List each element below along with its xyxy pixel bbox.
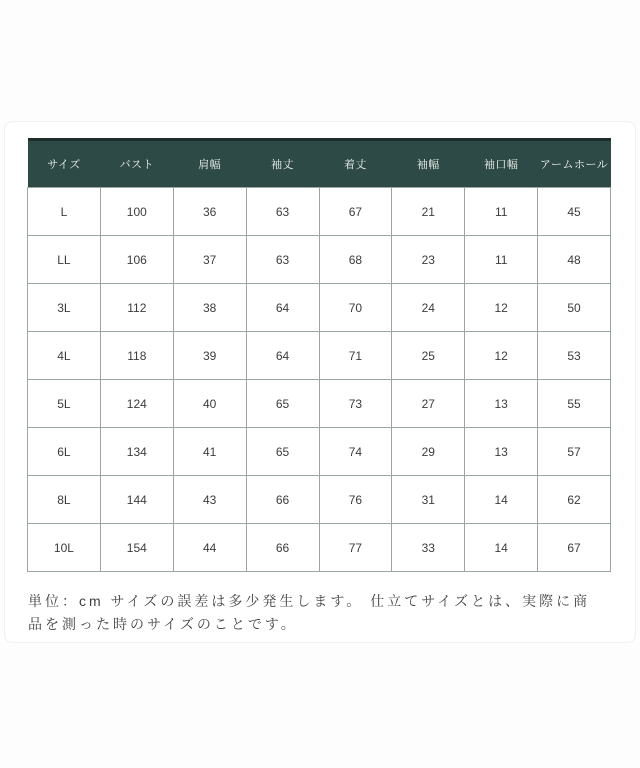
header-cell: バスト	[100, 140, 173, 188]
size-label-cell: 6L	[28, 428, 101, 476]
measurement-cell: 36	[173, 188, 246, 236]
measurement-cell: 144	[100, 476, 173, 524]
measurement-cell: 11	[465, 188, 538, 236]
measurement-cell: 65	[246, 428, 319, 476]
measurement-cell: 73	[319, 380, 392, 428]
table-row	[28, 284, 611, 332]
measurement-cell: 31	[392, 476, 465, 524]
header-cell: 袖幅	[392, 140, 465, 188]
measurement-cell: 24	[392, 284, 465, 332]
header-cell: サイズ	[28, 140, 101, 188]
measurement-cell: 77	[319, 524, 392, 572]
size-label-cell: 5L	[28, 380, 101, 428]
measurement-cell: 55	[538, 380, 611, 428]
measurement-cell: 44	[173, 524, 246, 572]
measurement-cell: 14	[465, 476, 538, 524]
measurement-cell: 65	[246, 380, 319, 428]
measurement-cell: 63	[246, 236, 319, 284]
header-cell: アームホール	[538, 140, 611, 188]
measurement-cell: 64	[246, 332, 319, 380]
measurement-cell: 71	[319, 332, 392, 380]
measurement-cell: 68	[319, 236, 392, 284]
size-label-cell: 3L	[28, 284, 101, 332]
measurement-cell: 66	[246, 476, 319, 524]
measurement-cell: 112	[100, 284, 173, 332]
size-label-cell: 8L	[28, 476, 101, 524]
table-row	[28, 188, 611, 236]
size-chart-card	[4, 121, 636, 643]
measurement-cell: 63	[246, 188, 319, 236]
measurement-cell: 67	[538, 524, 611, 572]
measurement-cell: 134	[100, 428, 173, 476]
size-table	[27, 138, 611, 572]
measurement-cell: 38	[173, 284, 246, 332]
measurement-cell: 41	[173, 428, 246, 476]
measurement-cell: 12	[465, 284, 538, 332]
measurement-cell: 57	[538, 428, 611, 476]
measurement-cell: 27	[392, 380, 465, 428]
size-label-cell: L	[28, 188, 101, 236]
size-label-cell: 4L	[28, 332, 101, 380]
measurement-cell: 21	[392, 188, 465, 236]
header-row	[28, 140, 611, 188]
table-row	[28, 236, 611, 284]
table-row	[28, 380, 611, 428]
measurement-cell: 12	[465, 332, 538, 380]
measurement-cell: 25	[392, 332, 465, 380]
measurement-cell: 50	[538, 284, 611, 332]
measurement-cell: 11	[465, 236, 538, 284]
measurement-cell: 62	[538, 476, 611, 524]
table-row	[28, 332, 611, 380]
measurement-cell: 106	[100, 236, 173, 284]
measurement-cell: 48	[538, 236, 611, 284]
measurement-cell: 100	[100, 188, 173, 236]
size-note: 単位：cm サイズの誤差は多少発生します。 仕立てサイズとは、実際に商品を測った時のサイズのことです。	[28, 593, 591, 632]
size-label-cell: 10L	[28, 524, 101, 572]
measurement-cell: 154	[100, 524, 173, 572]
measurement-cell: 70	[319, 284, 392, 332]
measurement-cell: 76	[319, 476, 392, 524]
measurement-cell: 29	[392, 428, 465, 476]
measurement-cell: 45	[538, 188, 611, 236]
measurement-cell: 118	[100, 332, 173, 380]
measurement-cell: 14	[465, 524, 538, 572]
size-label-cell: LL	[28, 236, 101, 284]
measurement-cell: 67	[319, 188, 392, 236]
measurement-cell: 43	[173, 476, 246, 524]
measurement-cell: 53	[538, 332, 611, 380]
measurement-cell: 39	[173, 332, 246, 380]
size-table-body	[28, 188, 611, 572]
header-cell: 袖口幅	[465, 140, 538, 188]
measurement-cell: 66	[246, 524, 319, 572]
header-cell: 袖丈	[246, 140, 319, 188]
measurement-cell: 40	[173, 380, 246, 428]
measurement-cell: 23	[392, 236, 465, 284]
measurement-cell: 37	[173, 236, 246, 284]
measurement-cell: 74	[319, 428, 392, 476]
table-row	[28, 428, 611, 476]
measurement-cell: 64	[246, 284, 319, 332]
size-table-head	[28, 140, 611, 188]
table-row	[28, 476, 611, 524]
header-cell: 着丈	[319, 140, 392, 188]
measurement-cell: 13	[465, 428, 538, 476]
header-cell: 肩幅	[173, 140, 246, 188]
measurement-cell: 124	[100, 380, 173, 428]
table-row	[28, 524, 611, 572]
measurement-cell: 33	[392, 524, 465, 572]
measurement-cell: 13	[465, 380, 538, 428]
